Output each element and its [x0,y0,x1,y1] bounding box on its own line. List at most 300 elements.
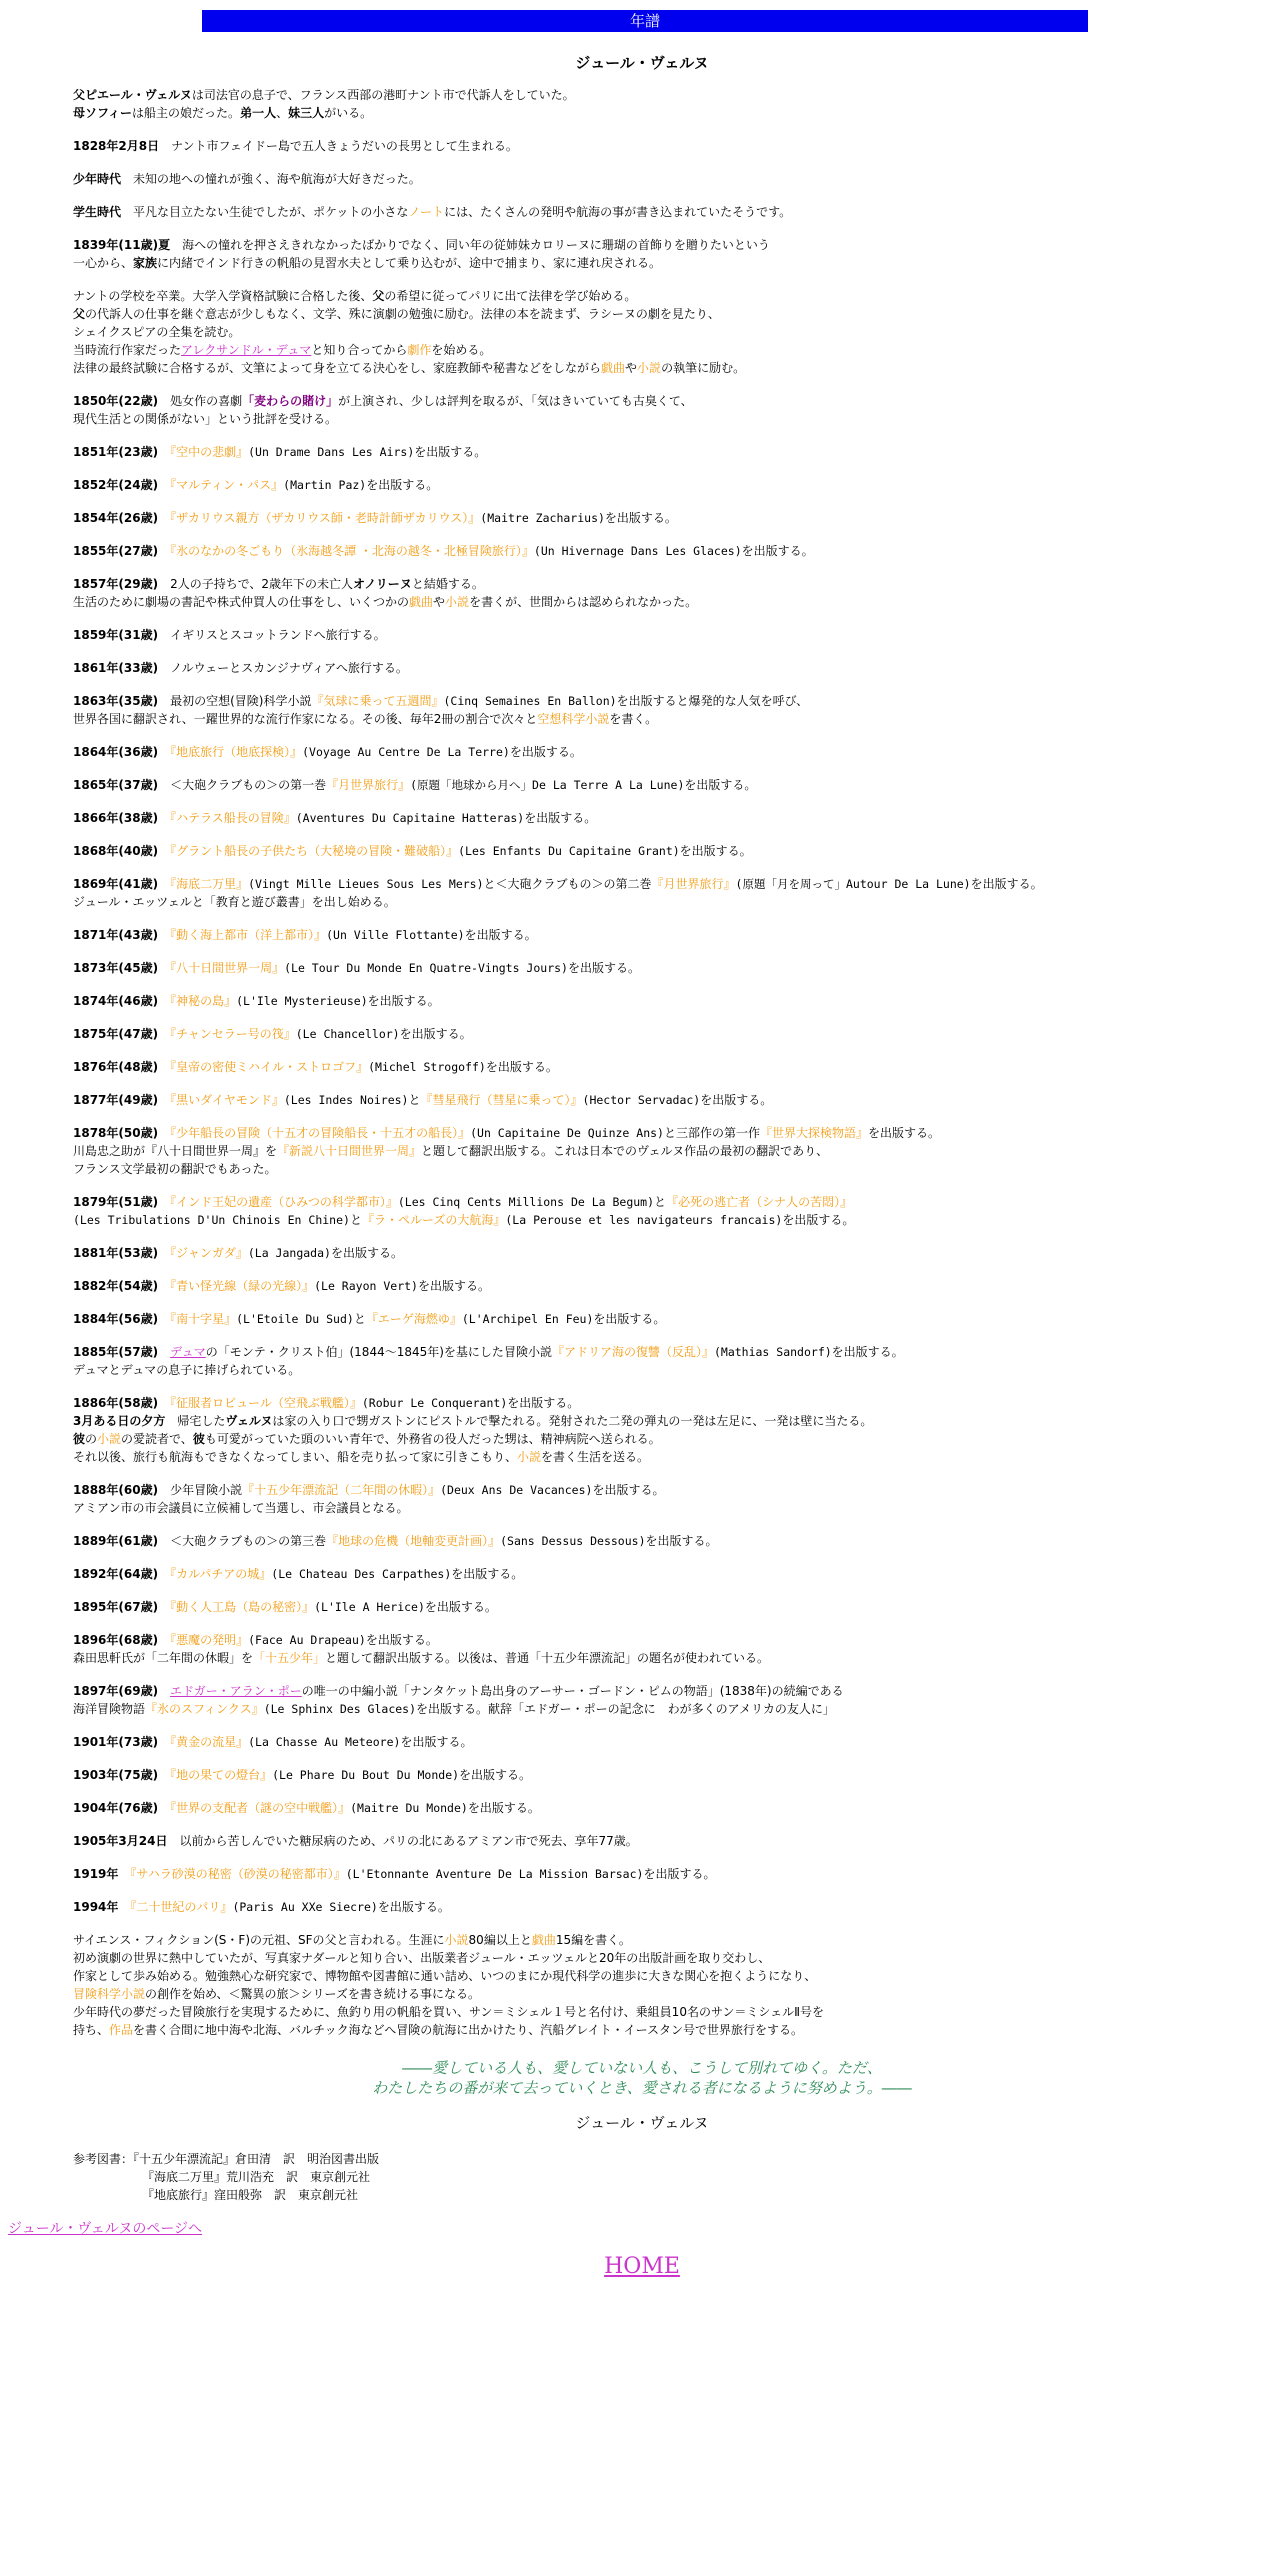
work-title: 戯曲 [409,595,434,609]
text: 初め演劇の世界に熱中していたが、写真家ナダールと知り合い、出版業者ジュール・エッツェルと20年の出版計画を取り交わし、 [73,1951,771,1965]
text: の代訴人の仕事を継ぐ意志が少しもなく、文学、殊に演劇の勉強に励む。法律の本を読まず、ラシーヌの劇を見たり、 [85,307,720,321]
entry-line [73,1766,1253,1784]
bold-text: 1875年(47歳) [73,1027,159,1041]
timeline-entry [73,1931,1253,2039]
timeline-entry [73,692,1253,728]
entry-line [73,1499,1253,1517]
original-title: (Voyage Au Centre De La Terre) [302,745,510,759]
bold-text: 弟一人 [240,106,277,120]
entry-line [73,104,1253,122]
entry-line [73,443,1253,461]
text: を出版する。 [459,1768,532,1782]
timeline-entry [73,1481,1253,1517]
bold-text: 1874年(46歳) [73,994,159,1008]
entry-line [73,341,1253,359]
text: を出版する。 [592,1483,665,1497]
text: も可愛がっていた頭のいい青年で、外務省の役人だった甥は、精神病院へ送られる。 [204,1432,661,1446]
text: と [654,1195,667,1209]
work-title: 『インド王妃の遺産（ひみつの科学都市）』 [170,1195,398,1209]
text: を出版する。 [643,1867,716,1881]
original-title: (Aventures Du Capitaine Hatteras) [295,811,525,825]
text: 少年時代の夢だった冒険旅行を実現するために、魚釣り用の帆船を買い、サン＝ミシェル１号と名付け、乗組員10名のサン＝ミシェルⅡ号を [73,2005,825,2019]
text: 世界各国に翻訳され、一躍世界的な流行作家になる。その後、毎年2冊の割合で次々と [73,712,538,726]
text: 海への憧れを押さえきれなかったばかりでなく、同い年の従姉妹カロリーヌに珊瑚の首飾りを贈りたいという [170,238,770,252]
work-title: 『動く人工島（島の秘密）』 [170,1600,315,1614]
entry-line [73,626,1253,644]
entry-line [73,692,1253,710]
work-title: 『世界の支配者（謎の空中戦艦）』 [170,1801,351,1815]
bold-text: 1839年(11歳)夏 [73,238,171,252]
text [158,1126,170,1140]
timeline-entry [73,1631,1253,1667]
bold-text: 1861年(33歳) [73,661,159,675]
work-title: 『南十字星』 [170,1312,237,1326]
bold-text: 彼 [73,1432,86,1446]
text: を書く生活を送る。 [541,1450,650,1464]
original-title: (Maitre Zacharius) [480,511,605,525]
verne-quote [0,2058,1284,2098]
text [158,1027,170,1041]
bold-text: 少年時代 [73,172,122,186]
timeline-entry [73,392,1253,428]
text: イギリスとスコットランドへ旅行する。 [158,628,386,642]
work-title: 空想科学小説 [537,712,610,726]
text: が上演され、少しは評判を取るが、「気はきいていても古臭くて、 [338,394,693,408]
timeline-entry [73,1733,1253,1751]
text [158,1093,170,1107]
bold-text: 父 [372,289,385,303]
text: を出版する。 [417,1279,490,1293]
entry-line [73,1091,1253,1109]
text: ＜大砲クラブもの＞の第一巻 [158,778,327,792]
original-title: (L'Etoile Du Sud) [236,1312,354,1326]
entry-line [73,1949,1253,1967]
home-link[interactable]: HOME [604,2254,680,2279]
reference-item: 『十五少年漂流記』倉田清 訳 明治図書出版 [133,2152,380,2166]
timeline [73,86,1253,2054]
bold-text: 1866年(38歳) [73,811,159,825]
work-title: 『新説八十日間世界一周』 [277,1144,422,1158]
timeline-entry [73,86,1253,122]
work-title: 『氷のスフィンクス』 [145,1702,264,1716]
text: を出版する。 [330,1246,403,1260]
original-title: De La Terre A La Lune) [532,778,685,792]
timeline-entry [73,776,1253,794]
work-title: 『十五少年漂流記（二年間の休暇）』 [242,1483,441,1497]
entry-line [73,1412,1253,1430]
original-title: (Maitre Du Monde) [350,1801,468,1815]
person-link[interactable]: エドガー・アラン・ポー [170,1684,302,1698]
work-title: 『地球の危機（地軸変更計画）』 [326,1534,501,1548]
timeline-entry [73,575,1253,611]
text: ノルウェーとスカンジナヴィアへ旅行する。 [158,661,408,675]
entry-line [73,1682,1253,1700]
text: と [349,1213,362,1227]
text: 作家として歩み始める。勉強熱心な研究家で、博物館や図書館に通い詰め、いつのまにか現代科学の進歩に大きな関心を抱くようになり、 [73,1969,817,1983]
text: を出版する。 [700,1093,773,1107]
work-title: 『世界大探検物語』 [760,1126,869,1140]
text [158,1312,170,1326]
text: と結婚する。 [411,577,484,591]
bold-text: 家族 [133,256,158,270]
work-title: 『月世界旅行』 [326,778,411,792]
text [158,745,170,759]
timeline-entry [73,1532,1253,1550]
text [158,1567,170,1581]
text: の「モンテ・クリスト伯」(1844～1845年)を基にした冒険小説 [205,1345,552,1359]
original-title: (Mathias Sandorf) [713,1345,832,1359]
work-title: 冒険科学小説 [73,1987,146,2001]
entry-line [73,1277,1253,1295]
timeline-entry [73,875,1253,911]
text [158,478,170,492]
entry-line [73,593,1253,611]
original-title: (Sans Dessus Dessous) [500,1534,646,1548]
bold-text: 1868年(40歳) [73,844,159,858]
bold-text: 1850年(22歳) [73,394,159,408]
timeline-entry [73,959,1253,977]
entry-line [73,1598,1253,1616]
bold-text: 1859年(31歳) [73,628,159,642]
text: の創作を始め、＜驚異の旅＞シリーズを書き続ける事になる。 [145,1987,480,2001]
work-title: 『二十世紀のパリ』 [130,1900,233,1914]
text: を出版する。献辞「エドガー・ポーの記念に わが多くのアメリカの友人に」 [416,1702,835,1716]
text: を書くが、世間からは認められなかった。 [469,595,698,609]
text: を出版する。 [567,961,640,975]
entry-line [73,1448,1253,1466]
bold-text: 1854年(26歳) [73,511,159,525]
timeline-entry [73,509,1253,527]
text: を出版する。 [464,928,537,942]
text: 平凡な目立たない生徒でしたが、ポケットの小さな [121,205,409,219]
text: を書く。 [609,712,658,726]
work-title: 『ラ・ペルーズの大航海』 [361,1213,506,1227]
entry-line [73,1343,1253,1361]
text [158,1768,170,1782]
text: と題して翻訳出版する。以後は、普通「十五少年漂流記」の題名が使われている。 [325,1651,770,1665]
text [158,1633,170,1647]
entry-line [73,842,1253,860]
text: を出版する。 [509,745,582,759]
timeline-entry [73,809,1253,827]
text [158,1684,170,1698]
timeline-entry [73,659,1253,677]
text [158,1600,170,1614]
work-title: 『悪魔の発明』 [170,1633,249,1647]
work-title: 『サハラ砂漠の秘密（砂漠の秘密都市）』 [130,1867,346,1881]
entry-line [73,1985,1253,2003]
entry-line [73,2003,1253,2021]
person-link[interactable]: デュマ [170,1345,206,1359]
work-title: 戯曲 [531,1933,556,1947]
entry-line [73,1193,1253,1211]
text: を出版する。 [485,1060,558,1074]
entry-line [73,1058,1253,1076]
work-title: 『氷のなかの冬ごもり（氷海越冬譚 ・北海の越冬・北極冒険旅行）』 [170,544,534,558]
bold-text: 1864年(36歳) [73,745,159,759]
work-title: 小説 [637,361,662,375]
text: がいる。 [324,106,373,120]
timeline-entry [73,1343,1253,1379]
work-title: 『彗星飛行（彗星に乗って）』 [420,1093,583,1107]
original-title: (La Jangada) [247,1246,331,1260]
work-title: 『グラント船長の子供たち（大秘境の冒険・難破船）』 [170,844,459,858]
work-title: 『青い怪光線（緑の光線）』 [170,1279,315,1293]
entry-line [73,137,1253,155]
bold-text: 1851年(23歳) [73,445,159,459]
entry-line [73,1142,1253,1160]
entry-line [73,392,1253,410]
text [158,961,170,975]
text [158,1396,170,1410]
original-title: (Robur Le Conquerant) [361,1396,508,1410]
entry-line [73,236,1253,254]
original-title: (L'Archipel En Feu) [461,1312,594,1326]
text: を始める。 [431,343,492,357]
original-title: (L'Ile A Herice) [314,1600,425,1614]
text: ジュール・エッツェルと「教育と遊び叢書」を出し始める。 [73,895,396,909]
bold-text: 1869年(41歳) [73,877,159,891]
text: の執筆に励む。 [661,361,746,375]
work-title: 『チャンセラー号の筏』 [170,1027,296,1041]
timeline-entry [73,1310,1253,1328]
text [158,445,170,459]
timeline-entry [73,1682,1253,1718]
work-title: 『アドリア海の復讐（反乱）』 [551,1345,714,1359]
original-title: (Un Hivernage Dans Les Glaces) [533,544,742,558]
original-title: (Le Rayon Vert) [314,1279,418,1293]
work-title: 劇作 [407,343,432,357]
references-label: 参考図書： [73,2152,134,2166]
verne-page-link[interactable]: ジュール・ヴェルヌのページへ [8,2221,203,2237]
original-title: Autour De La Lune) [845,877,971,891]
bold-text: 父ピエール・ヴェルヌ [73,88,192,102]
work-title: 『マルティン・パス』 [170,478,284,492]
entry-line [73,323,1253,341]
text: と三部作の第一作 [663,1126,760,1140]
entry-line [73,476,1253,494]
entry-line [73,1931,1253,1949]
text: 一心から、 [73,256,134,270]
text [158,1246,170,1260]
timeline-entry [73,1193,1253,1229]
text: それ以後、旅行も航海もできなくなってしまい、船を売り払って家に引きこもり、 [73,1450,518,1464]
entry-line [73,809,1253,827]
text: を出版する。 [593,1312,666,1326]
bold-text: 1876年(48歳) [73,1060,159,1074]
bold-text: 1885年(57歳) [73,1345,159,1359]
text: を出版する。 [451,1567,524,1581]
original-title: (Les Indes Noires) [283,1093,409,1107]
timeline-entry [73,842,1253,860]
timeline-entry [73,1865,1253,1883]
work-title: 『動く海上都市（洋上都市）』 [170,928,327,942]
text: ナントの学校を卒業。大学入学資格試験に合格した後、 [73,289,373,303]
work-title: 『神秘の島』 [170,994,237,1008]
original-title: (La Chasse Au Meteore) [248,1735,401,1749]
entry-line [73,2021,1253,2039]
text [158,1195,170,1209]
reference-item: 『地底旅行』窪田般弥 訳 東京創元社 [142,2188,359,2202]
entry-line [73,1394,1253,1412]
text [158,1345,170,1359]
page-banner: 年譜 [202,10,1088,32]
work-title: 『月世界旅行』 [651,877,736,891]
timeline-entry [73,1058,1253,1076]
entry-line [73,1967,1253,1985]
text: を出版する。 [400,1735,473,1749]
bold-text: 1903年(75歳) [73,1768,159,1782]
timeline-entry [73,443,1253,461]
entry-line [73,1481,1253,1499]
work-title: ノート [408,205,445,219]
entry-line [73,1565,1253,1583]
timeline-entry [73,287,1253,377]
text: を出版すると爆発的な人気を呼び、 [616,694,809,708]
text: 未知の地への憧れが強く、海や航海が大好きだった。 [121,172,421,186]
bold-text: 1881年(53歳) [73,1246,159,1260]
work-title: 小説 [445,595,470,609]
timeline-entry [73,1394,1253,1466]
text: を出版する。 [970,877,1043,891]
entry-line [73,992,1253,1010]
entry-line [73,1733,1253,1751]
text: を出版する。 [831,1345,904,1359]
original-title: (Martin Paz) [283,478,367,492]
text [158,1801,170,1815]
entry-line [73,1832,1253,1850]
original-title: (La Perouse et les navigateurs francais) [505,1213,783,1227]
entry-line [73,743,1253,761]
entry-line [73,893,1253,911]
bold-text: 1884年(56歳) [73,1312,159,1326]
text: 法律の最終試験に合格するが、文筆によって身を立てる決心をし、家庭教師や秘書などをしながら [73,361,602,375]
work-title: 『黄金の流星』 [170,1735,249,1749]
text [158,811,170,825]
text: を出版する。 [604,511,677,525]
entry-line [73,359,1253,377]
timeline-entry [73,1598,1253,1616]
timeline-entry [73,1565,1253,1583]
original-title: (Le Tour Du Monde En Quatre-Vingts Jours) [284,961,568,975]
original-title: (Deux Ans De Vacances) [440,1483,593,1497]
work-title: 「十五少年」 [253,1651,326,1665]
original-title: (Hector Servadac) [582,1093,701,1107]
entry-line [73,1160,1253,1178]
text: 15編を書く。 [555,1933,631,1947]
work-title: 『エーゲ海燃ゆ』 [365,1312,462,1326]
text [158,1279,170,1293]
original-title: (Cinq Semaines En Ballon) [443,694,617,708]
original-title: (原題「月を周って」 [735,877,846,891]
entry-line [73,305,1253,323]
text [158,511,170,525]
original-title: (Le Chateau Des Carpathes) [271,1567,452,1581]
work-title: 『必死の逃亡者（シナ人の苦悶）』 [666,1195,853,1209]
work-title: 『征服者ロビュール（空飛ぶ戦艦）』 [170,1396,362,1410]
bold-text: 1888年(60歳) [73,1483,159,1497]
original-title: (Les Cinq Cents Millions De La Begum) [397,1195,655,1209]
work-title: 小説 [97,1432,122,1446]
original-title: (Le Chancellor) [295,1027,400,1041]
entry-line [73,1211,1253,1229]
text: サイエンス・フィクション(S・F)の元祖、SFの父と言われる。生涯に [73,1933,445,1947]
bold-text: 1919年 [73,1867,119,1881]
text: アミアン市の市会議員に立候補して当選し、市会議員となる。 [73,1501,409,1515]
text: 生活のために劇場の書記や株式仲買人の仕事をし、いくつかの [73,595,410,609]
timeline-entry [73,926,1253,944]
text: を書く合間に地中海や北海、バルチック海などへ冒険の航海に出かけたり、汽船グレイト・イースタン号で世界旅行をする。 [133,2023,803,2037]
text: 最初の空想(冒険)科学小説 [158,694,312,708]
text [158,844,170,858]
bold-text: 1857年(29歳) [73,577,159,591]
page-title: ジュール・ヴェルヌ [575,54,709,72]
bold-text: 3月ある日の夕方 [73,1414,166,1428]
work-title: 『少年船長の冒険（十五才の冒険船長・十五才の船長）』 [170,1126,471,1140]
text: を出版する。 [679,844,752,858]
original-title: (Les Tribulations D'Un Chinois En Chine) [73,1213,350,1227]
original-title: (Un Drame Dans Les Airs) [248,445,415,459]
original-title: (Les Enfants Du Capitaine Grant) [458,844,680,858]
text: に内緒でインド行きの帆船の見習水夫として乗り込むが、途中で捕まり、家に連れ戻される。 [157,256,662,270]
entry-line [73,1361,1253,1379]
text: 以前から苦しんでいた糖尿病のため、パリの北にあるアミアン市で死去、享年77歳。 [167,1834,638,1848]
entry-line [73,575,1253,593]
text: 海洋冒険物語 [73,1702,146,1716]
text: を出版する。 [467,1801,540,1815]
bold-text: 1873年(45歳) [73,961,159,975]
bold-text: 1889年(61歳) [73,1534,159,1548]
text: を出版する。 [684,778,757,792]
entry-line [73,776,1253,794]
entry-line [73,542,1253,560]
highlight-title: 「麦わらの賭け」 [242,394,339,408]
entry-line [73,410,1253,428]
person-link[interactable]: アレクサンドル・デュマ [181,343,312,357]
bold-text: 1901年(73歳) [73,1735,159,1749]
text [118,1900,130,1914]
text: 少年冒険小説 [158,1483,243,1497]
bold-text: 母ソフィー [73,106,133,120]
timeline-entry [73,743,1253,761]
text: の [85,1432,98,1446]
entry-line [73,959,1253,977]
entry-line [73,203,1253,221]
work-title: 『カルパチアの城』 [170,1567,272,1581]
text: と [408,1093,421,1107]
text: を出版する。 [507,1396,580,1410]
text: シェイクスピアの全集を読む。 [73,325,241,339]
text: や [625,361,638,375]
text [118,1867,130,1881]
bold-text: 1886年(58歳) [73,1396,159,1410]
work-title: 『ハテラス船長の冒険』 [170,811,296,825]
original-title: (Paris Au XXe Siecre) [232,1900,378,1914]
entry-line [73,875,1253,893]
bold-text: 1878年(50歳) [73,1126,159,1140]
work-title: 『ザカリウス親方（ザカリウス師・老時計師ザカリウス）』 [170,511,481,525]
entry-line [73,1865,1253,1883]
work-title: 『空中の悲劇』 [170,445,249,459]
timeline-entry [73,1799,1253,1817]
text: と題して翻訳出版する。これは日本でのヴェルヌ作品の最初の翻訳であり、 [421,1144,829,1158]
bold-text: 1892年(64歳) [73,1567,159,1581]
text: ナント市フェイドー島で五人きょうだいの長男として生まれる。 [159,139,518,153]
bold-text: 1871年(43歳) [73,928,159,942]
timeline-entry [73,542,1253,560]
entry-line [73,1124,1253,1142]
text: 帰宅した [165,1414,226,1428]
